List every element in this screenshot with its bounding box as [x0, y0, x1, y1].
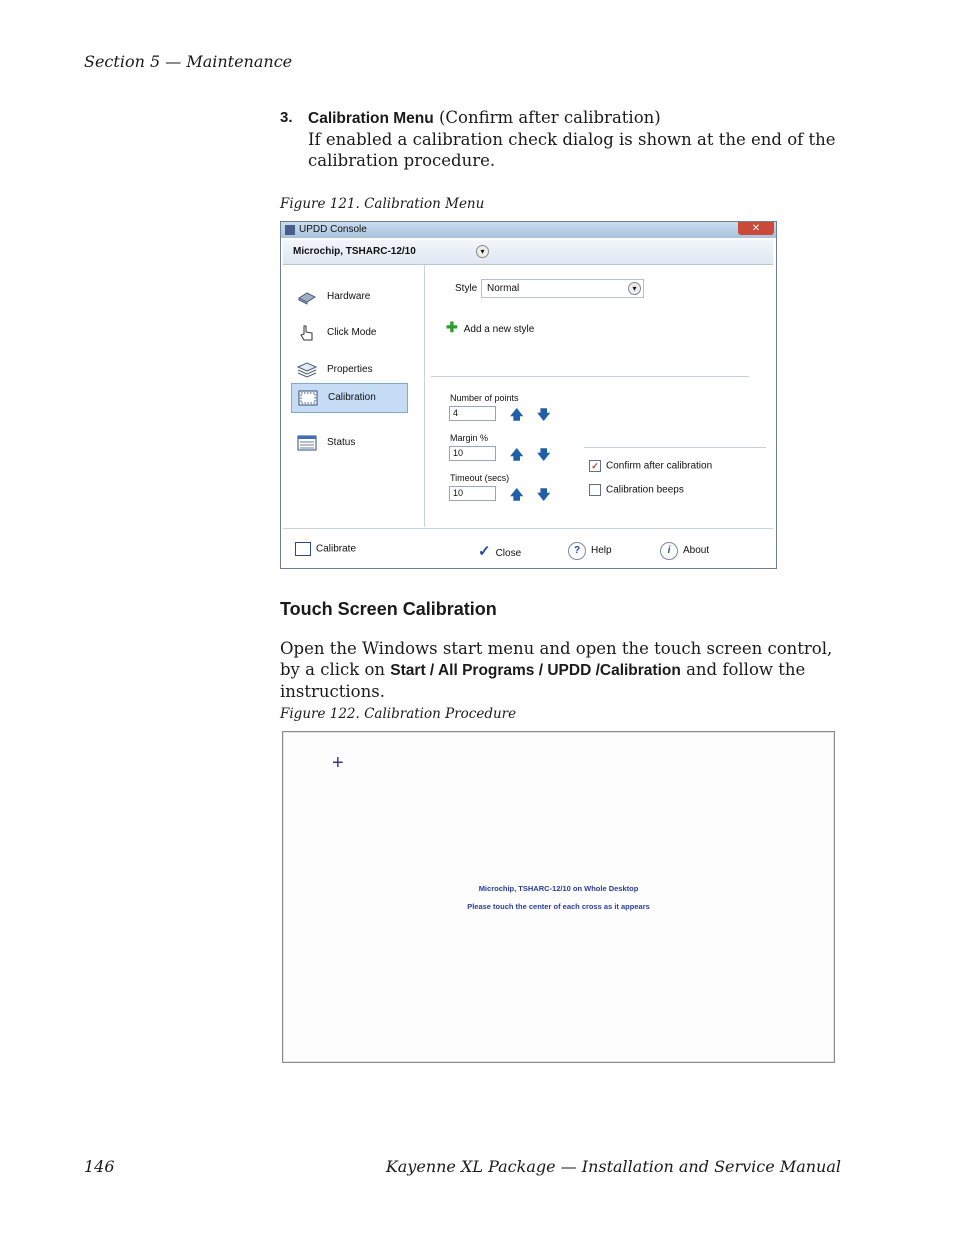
calibration-screen[interactable]	[282, 731, 835, 1063]
points-input[interactable]	[449, 406, 496, 421]
step-description: If enabled a calibration check dialog is shown at the end of the calibration procedure.	[308, 130, 836, 170]
divider	[584, 447, 766, 448]
nav-label: Status	[327, 437, 356, 448]
window-title: UPDD Console	[299, 224, 367, 235]
menu-path: Start / All Programs / UPDD /Calibration	[390, 662, 681, 679]
step-3	[280, 107, 850, 171]
empty-checkbox-icon	[589, 484, 601, 496]
nav-item-calibration[interactable]	[291, 383, 408, 413]
device-name: Microchip, TSHARC-12/10	[293, 246, 416, 257]
nav-item-status[interactable]	[291, 429, 406, 457]
confirm-after-calibration-checkbox[interactable]	[589, 460, 712, 472]
nav-label: Calibration	[328, 392, 376, 403]
close-button[interactable]	[478, 542, 521, 560]
increase-arrow-icon[interactable]: 🡅	[510, 487, 524, 502]
section-heading: Touch Screen Calibration	[280, 599, 497, 619]
step-title-suffix: (Confirm after calibration)	[438, 108, 661, 127]
calibration-instruction-text: Please touch the center of each cross as it appears	[467, 902, 650, 911]
decrease-arrow-icon[interactable]: 🡇	[537, 407, 551, 422]
status-icon	[297, 435, 317, 451]
about-label: About	[683, 545, 710, 556]
app-icon	[285, 225, 295, 235]
calibration-icon	[298, 390, 318, 406]
figure-122-caption: Figure 122. Calibration Procedure	[280, 706, 517, 722]
nav-item-hardware[interactable]	[291, 283, 406, 311]
calibrate-label: Calibrate	[316, 543, 357, 555]
nav-item-click-mode[interactable]	[291, 319, 406, 347]
help-icon: ?	[568, 542, 586, 560]
nav-label: Properties	[327, 364, 373, 375]
timeout-value: 10	[453, 488, 464, 498]
close-window-button[interactable]: ✕	[738, 222, 774, 235]
paragraph-text: Open the Windows start menu and open the touch screen control, by a click on	[280, 639, 833, 679]
help-label: Help	[591, 545, 612, 556]
margin-value: 10	[453, 448, 464, 458]
add-style-label: Add a new style	[463, 324, 535, 335]
checkmark-icon: ✓	[589, 460, 601, 472]
add-style-link[interactable]	[446, 319, 534, 336]
timeout-label: Timeout (secs)	[450, 473, 510, 483]
checkmark-icon: ✓	[478, 543, 491, 560]
nav-label: Click Mode	[327, 327, 377, 338]
hardware-icon	[297, 289, 317, 305]
properties-icon	[297, 362, 317, 378]
paragraph-text-end: and follow the instructions.	[280, 660, 806, 701]
points-label: Number of points	[450, 393, 519, 403]
nav-panel	[283, 265, 425, 527]
calibrate-button[interactable]	[295, 542, 356, 556]
decrease-arrow-icon[interactable]: 🡇	[537, 447, 551, 462]
beeps-label: Calibration beeps	[606, 484, 684, 496]
figure-121-caption: Figure 121. Calibration Menu	[280, 196, 485, 212]
style-label: Style	[455, 283, 478, 294]
nav-item-properties[interactable]	[291, 356, 406, 384]
calibrate-icon	[295, 542, 311, 556]
confirm-label: Confirm after calibration	[606, 460, 713, 472]
running-header: Section 5 — Maintenance	[84, 52, 293, 71]
info-icon: i	[660, 542, 678, 560]
calibration-beeps-checkbox[interactable]	[589, 484, 684, 496]
points-value: 4	[453, 408, 459, 418]
style-select[interactable]	[481, 279, 644, 298]
step-title: Calibration Menu	[308, 110, 434, 127]
about-button[interactable]	[660, 542, 709, 560]
hand-pointer-icon	[297, 325, 317, 341]
title-bar	[281, 222, 776, 238]
margin-label: Margin %	[450, 433, 489, 443]
help-button[interactable]	[568, 542, 612, 560]
margin-input[interactable]	[449, 446, 496, 461]
increase-arrow-icon[interactable]: 🡅	[510, 447, 524, 462]
style-value: Normal	[487, 283, 520, 294]
device-selector[interactable]	[283, 240, 773, 265]
instructions-paragraph	[280, 638, 850, 702]
calibration-device-text: Microchip, TSHARC-12/10 on Whole Desktop	[478, 884, 639, 893]
footer-title: Kayenne XL Package — Installation and Service Manual	[385, 1157, 841, 1176]
updd-console-window	[280, 221, 777, 569]
step-number: 3.	[280, 109, 293, 126]
timeout-input[interactable]	[449, 486, 496, 501]
increase-arrow-icon[interactable]: 🡅	[510, 407, 524, 422]
chevron-down-icon: ▾	[628, 282, 641, 295]
page-number: 146	[84, 1157, 115, 1176]
close-label: Close	[495, 548, 522, 559]
add-icon: ✚	[446, 319, 458, 335]
button-bar	[283, 528, 773, 567]
decrease-arrow-icon[interactable]: 🡇	[537, 487, 551, 502]
chevron-down-icon[interactable]: ▾	[476, 245, 489, 258]
nav-label: Hardware	[327, 291, 371, 302]
divider	[431, 376, 749, 377]
calibration-cross-icon[interactable]: +	[332, 752, 344, 774]
